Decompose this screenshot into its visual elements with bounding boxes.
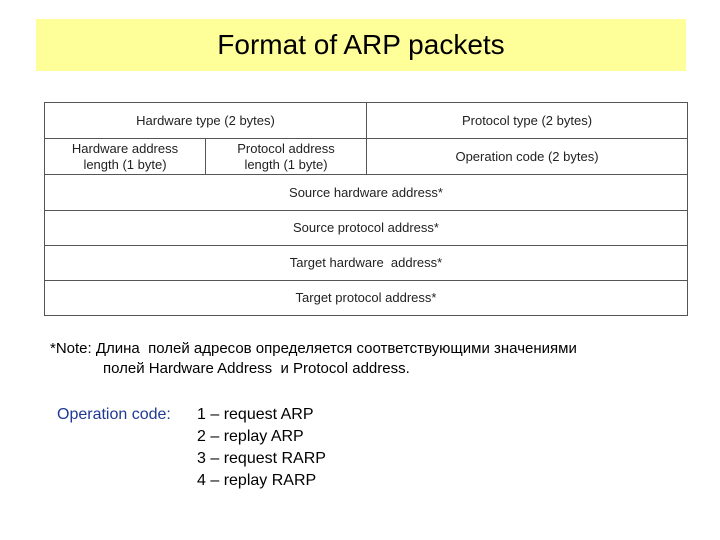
hardware-length-line1: Hardware address [71,140,179,156]
packet-row-types [45,103,687,139]
source-hardware-address-row [45,175,687,211]
protocol-address-length-field [206,139,367,174]
note-line2: полей Hardware Address и Protocol address. [103,360,410,377]
operation-code-item: 4 – replay RARP [197,472,317,489]
operation-code-field: Operation code (2 bytes) [455,148,599,164]
target-hardware-address-row [45,246,687,281]
note-line1: *Note: Длина полей адресов определяется соответствующими значениями [50,340,577,357]
source-protocol-address-field: Source protocol address* [293,220,439,235]
packet-row-lengths [45,139,687,175]
source-hardware-address-field: Source hardware address* [289,184,443,200]
target-protocol-address-row [45,281,687,315]
source-protocol-address-row [45,211,687,246]
operation-code-item: 1 – request ARP [197,406,314,423]
protocol-length-line2: length (1 byte) [244,156,328,172]
operation-code-item: 2 – replay ARP [197,428,304,445]
operation-code-item: 3 – request RARP [197,450,326,467]
note [50,339,690,379]
hardware-address-length-field [45,139,206,174]
hardware-type-field: Hardware type (2 bytes) [45,103,367,138]
title-banner [36,19,686,71]
page-title: Format of ARP packets [217,29,505,60]
target-protocol-address-field: Target protocol address* [295,290,437,305]
arp-packet-diagram [44,102,688,316]
protocol-type-field: Protocol type (2 bytes) [461,112,593,128]
operation-code-list [197,404,326,492]
operation-code-label: Operation code: [57,406,171,423]
protocol-length-line1: Protocol address [237,140,335,156]
hardware-length-line2: length (1 byte) [83,156,167,172]
target-hardware-address-field: Target hardware address* [289,255,443,270]
